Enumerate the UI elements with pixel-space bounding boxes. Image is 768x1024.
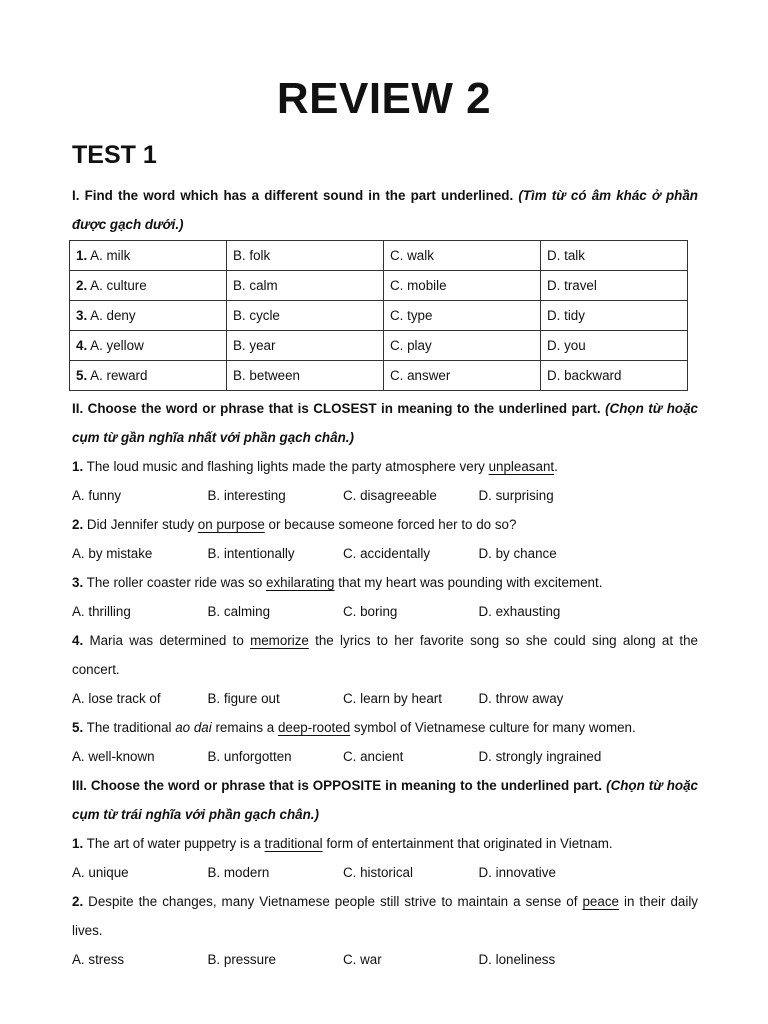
- question-number: 2.: [72, 894, 84, 909]
- option-a: A. reward: [87, 368, 148, 383]
- question-text-before: The roller coaster ride was so: [83, 575, 267, 590]
- answer-option: C. disagreeable: [343, 488, 437, 503]
- option-c: C. answer: [384, 361, 541, 391]
- answer-option: C. learn by heart: [343, 691, 442, 706]
- answer-option: D. loneliness: [478, 952, 556, 967]
- question-text: [72, 568, 698, 597]
- question-text-before: Maria was determined to: [83, 633, 251, 648]
- question-number: 1.: [72, 836, 84, 851]
- option-b: B. folk: [227, 241, 384, 271]
- table-row: [70, 301, 688, 331]
- section-3-heading: [72, 771, 698, 829]
- test-title: TEST 1: [72, 141, 157, 169]
- pronunciation-table: [69, 240, 688, 391]
- question-text: [72, 452, 698, 481]
- answer-option: D. innovative: [478, 865, 556, 880]
- question-text-after: symbol of Vietnamese culture for many women.: [350, 720, 636, 735]
- answer-options: [72, 858, 698, 887]
- section-3-instruction: III. Choose the word or phrase that is OPPOSITE in meaning to the underlined part.: [72, 778, 603, 793]
- question-text-after: the lyrics to her favorite song so she could sing along at the concert.: [72, 633, 698, 677]
- question-text: [72, 626, 698, 684]
- question-number: 4.: [72, 633, 84, 648]
- answer-options: [72, 539, 698, 568]
- section-2-instruction-vi: (Chọn từ hoặc cụm từ gần nghĩa nhất với phần gạch chân.): [72, 401, 698, 445]
- answer-option: D. throw away: [478, 691, 564, 706]
- question-number: 1.: [72, 459, 84, 474]
- section-3-instruction-vi: (Chọn từ hoặc cụm từ trái nghĩa với phần gạch chân.): [72, 778, 698, 822]
- answer-option: B. pressure: [207, 952, 276, 967]
- section-2-heading: [72, 394, 698, 452]
- question-text-before: The traditional: [83, 720, 176, 735]
- option-c: C. play: [384, 331, 541, 361]
- table-row: [70, 241, 688, 271]
- question-number: 3.: [72, 575, 84, 590]
- answer-options: [72, 684, 698, 713]
- question-text-after: in their daily lives.: [72, 894, 698, 938]
- question-text-after: that my heart was pounding with excitement.: [334, 575, 603, 590]
- answer-option: B. calming: [207, 604, 271, 619]
- option-b: B. between: [227, 361, 384, 391]
- section-1-instruction-vi: (Tìm từ có âm khác ở phần được gạch dưới.): [72, 188, 698, 232]
- underlined-word: unpleasant: [488, 459, 555, 474]
- question-number: 3.: [76, 308, 88, 323]
- table-cell: [70, 271, 227, 301]
- answer-option: C. accidentally: [343, 546, 431, 561]
- table-cell: [70, 301, 227, 331]
- table-cell: [70, 241, 227, 271]
- question-text: [72, 713, 698, 742]
- answer-option: B. interesting: [207, 488, 286, 503]
- section-2-instruction: II. Choose the word or phrase that is CLOSEST in meaning to the underlined part.: [72, 401, 601, 416]
- question-text-middle: remains a: [211, 720, 278, 735]
- answer-option: A. stress: [72, 952, 125, 967]
- underlined-word: deep-rooted: [277, 720, 351, 735]
- question-text-italic: ao dai: [175, 720, 212, 735]
- underlined-word: traditional: [264, 836, 323, 851]
- answer-option: D. surprising: [478, 488, 554, 503]
- question-text-before: The art of water puppetry is a: [83, 836, 265, 851]
- option-d: D. tidy: [541, 301, 688, 331]
- question-number: 1.: [76, 248, 88, 263]
- section-2-questions: [72, 452, 698, 771]
- answer-option: D. exhausting: [478, 604, 561, 619]
- option-d: D. you: [541, 331, 688, 361]
- table-row: [70, 271, 688, 301]
- underlined-word: memorize: [250, 633, 309, 648]
- underlined-word: peace: [582, 894, 619, 909]
- question-number: 4.: [76, 338, 88, 353]
- question-text-before: The loud music and flashing lights made the party atmosphere very: [83, 459, 489, 474]
- question-number: 5.: [72, 720, 84, 735]
- table-cell: [70, 331, 227, 361]
- option-b: B. year: [227, 331, 384, 361]
- answer-option: D. strongly ingrained: [478, 749, 602, 764]
- answer-option: A. funny: [72, 488, 122, 503]
- question-number: 2.: [76, 278, 88, 293]
- answer-options: [72, 481, 698, 510]
- answer-option: A. thrilling: [72, 604, 131, 619]
- answer-option: B. modern: [207, 865, 270, 880]
- answer-option: A. well-known: [72, 749, 155, 764]
- answer-option: B. intentionally: [207, 546, 295, 561]
- answer-option: B. unforgotten: [207, 749, 292, 764]
- question-text-after: .: [554, 459, 558, 474]
- option-b: B. calm: [227, 271, 384, 301]
- option-a: A. milk: [87, 248, 131, 263]
- worksheet-content: [72, 181, 698, 974]
- answer-option: A. lose track of: [72, 691, 161, 706]
- answer-option: B. figure out: [207, 691, 280, 706]
- section-1-heading: [72, 181, 698, 239]
- option-a: A. deny: [87, 308, 136, 323]
- question-text-before: Did Jennifer study: [83, 517, 198, 532]
- option-d: D. travel: [541, 271, 688, 301]
- table-row: [70, 331, 688, 361]
- answer-option: C. war: [343, 952, 382, 967]
- answer-option: A. by mistake: [72, 546, 153, 561]
- answer-options: [72, 597, 698, 626]
- option-a: A. culture: [87, 278, 147, 293]
- table-row: [70, 361, 688, 391]
- page-title: REVIEW 2: [276, 74, 492, 123]
- question-text: [72, 829, 698, 858]
- question-text: [72, 510, 698, 539]
- question-number: 5.: [76, 368, 88, 383]
- underlined-word: exhilarating: [266, 575, 335, 590]
- answer-option: C. ancient: [343, 749, 404, 764]
- option-b: B. cycle: [227, 301, 384, 331]
- answer-options: [72, 742, 698, 771]
- answer-option: C. boring: [343, 604, 398, 619]
- answer-option: D. by chance: [478, 546, 557, 561]
- option-d: D. backward: [541, 361, 688, 391]
- option-d: D. talk: [541, 241, 688, 271]
- answer-option: C. historical: [343, 865, 413, 880]
- option-c: C. type: [384, 301, 541, 331]
- section-1-instruction: I. Find the word which has a different sound in the part underlined.: [72, 188, 514, 203]
- question-text-after: or because someone forced her to do so?: [264, 517, 517, 532]
- question-text-before: Despite the changes, many Vietnamese people still strive to maintain a sense of: [83, 894, 583, 909]
- answer-option: A. unique: [72, 865, 129, 880]
- question-number: 2.: [72, 517, 84, 532]
- option-a: A. yellow: [87, 338, 144, 353]
- table-cell: [70, 361, 227, 391]
- option-c: C. walk: [384, 241, 541, 271]
- section-3-questions: [72, 829, 698, 974]
- underlined-word: on purpose: [197, 517, 265, 532]
- option-c: C. mobile: [384, 271, 541, 301]
- question-text: [72, 887, 698, 945]
- question-text-after: form of entertainment that originated in Vietnam.: [322, 836, 613, 851]
- answer-options: [72, 945, 698, 974]
